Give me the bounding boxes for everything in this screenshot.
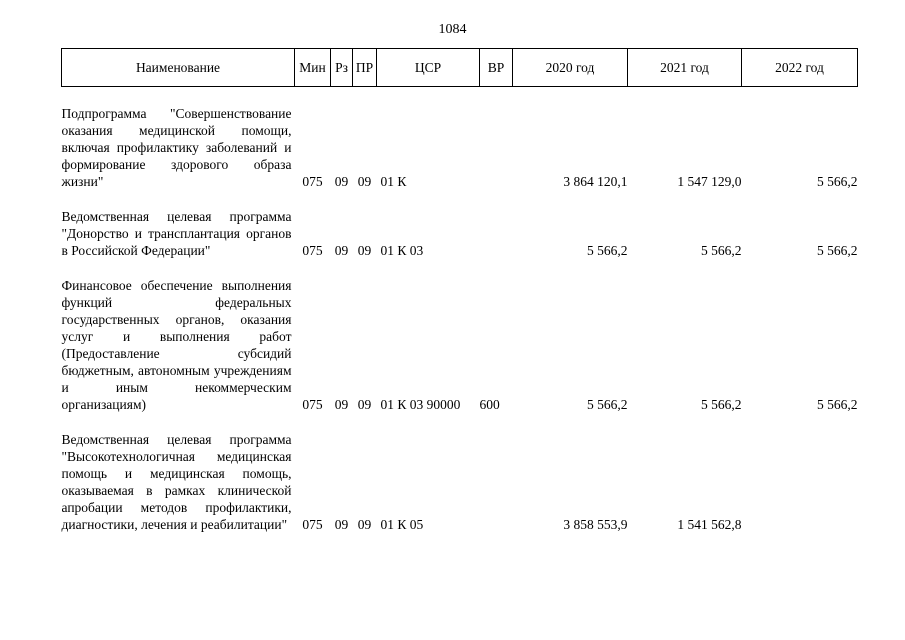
header-vr: ВР	[480, 49, 513, 87]
row-2020: 5 566,2	[587, 397, 628, 412]
row-rz: 09	[334, 243, 349, 258]
row-rz: 09	[334, 397, 349, 412]
row-vr	[480, 431, 513, 533]
table-header	[62, 49, 858, 87]
row-2022: 5 566,2	[817, 174, 858, 189]
row-name: Подпрограмма "Совершенствование оказания медицинской помощи, включая профилактику заболеваний и формирование здорового образа жизни"	[61, 106, 292, 189]
row-2022: 5 566,2	[817, 243, 858, 258]
header-2021: 2021 год	[628, 49, 742, 87]
row-pr: 09	[357, 243, 372, 258]
table-row	[62, 105, 858, 190]
row-2021: 5 566,2	[701, 243, 742, 258]
header-name: Наименование	[62, 49, 295, 87]
header-rz: Рз	[331, 49, 353, 87]
row-2022	[742, 431, 858, 533]
header-min: Мин	[295, 49, 331, 87]
row-vr: 600	[479, 397, 500, 412]
row-name: Ведомственная целевая программа "Высокотехнологичная медицинская помощь и медицинская помощь, оказываемая в рамках клинической апробации методов профилактики, диагностики, лечения и реабилитации"	[61, 432, 292, 532]
header-csr: ЦСР	[377, 49, 480, 87]
row-min: 075	[302, 397, 323, 412]
table-row	[62, 431, 858, 533]
page-number: 1084	[438, 22, 467, 37]
row-pr: 09	[357, 517, 372, 532]
row-csr: 01 К	[380, 174, 407, 189]
row-2022: 5 566,2	[817, 397, 858, 412]
table-row	[62, 277, 858, 413]
row-pr: 09	[357, 397, 372, 412]
header-2022: 2022 год	[742, 49, 858, 87]
row-min: 075	[302, 174, 323, 189]
row-vr	[480, 208, 513, 259]
row-pr: 09	[357, 174, 372, 189]
header-2020: 2020 год	[513, 49, 628, 87]
row-2020: 3 864 120,1	[563, 174, 628, 189]
row-min: 075	[302, 517, 323, 532]
row-csr: 01 К 03	[380, 243, 424, 258]
row-2020: 5 566,2	[587, 243, 628, 258]
row-vr	[480, 105, 513, 190]
budget-table	[61, 48, 858, 533]
table-row	[62, 208, 858, 259]
row-2020: 3 858 553,9	[563, 517, 628, 532]
row-rz: 09	[334, 174, 349, 189]
row-2021: 1 547 129,0	[677, 174, 742, 189]
row-csr: 01 К 03 90000	[380, 397, 461, 412]
row-name: Ведомственная целевая программа "Донорство и трансплантация органов в Российской Федерации"	[61, 209, 292, 258]
row-rz: 09	[334, 517, 349, 532]
row-csr: 01 К 05	[380, 517, 424, 532]
row-2021: 5 566,2	[701, 397, 742, 412]
row-min: 075	[302, 243, 323, 258]
header-pr: ПР	[353, 49, 377, 87]
row-name: Финансовое обеспечение выполнения функций федеральных государственных органов, оказания услуг и выполнения работ (Предоставление субсидий бюджетным, автономным учреждениям и иным некоммерческим организациям)	[61, 278, 292, 412]
row-2021: 1 541 562,8	[677, 517, 742, 532]
